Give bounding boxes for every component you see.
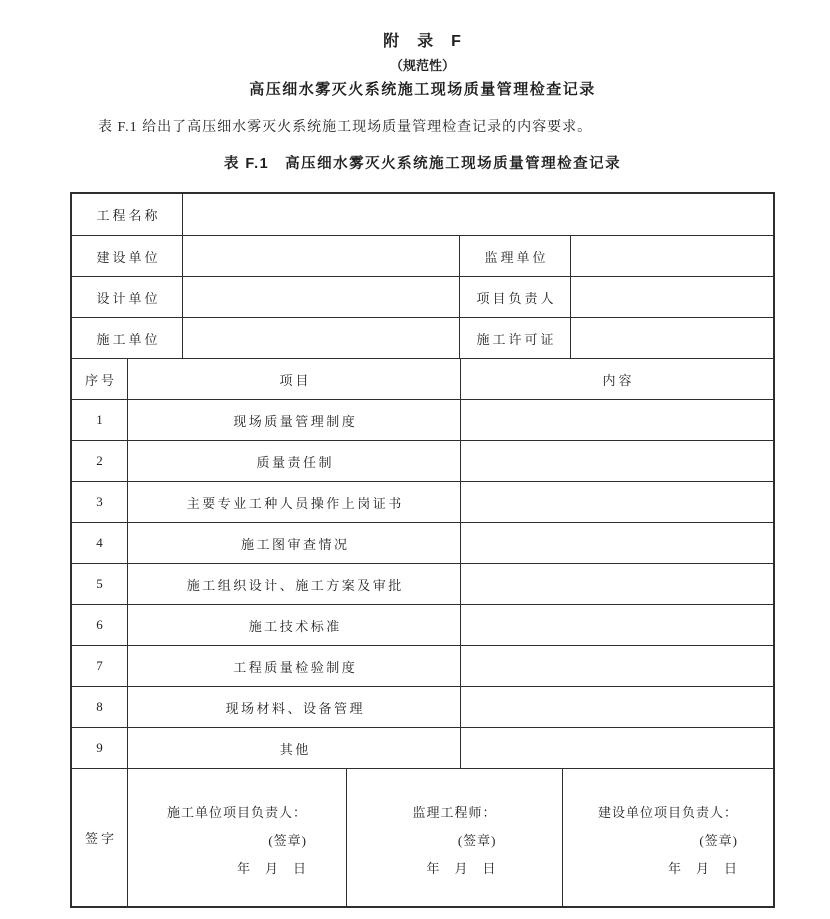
- info-label-2: 项目负责人: [459, 277, 570, 317]
- inspection-record-table: [70, 192, 775, 908]
- item-row-9: [72, 727, 773, 768]
- item-no: 3: [96, 494, 103, 509]
- item-no: 8: [96, 699, 103, 714]
- item-content: [460, 482, 773, 522]
- signature-line-seal: (签章): [268, 833, 307, 848]
- item-row-1: [72, 399, 773, 440]
- item-row-4: [72, 522, 773, 563]
- signature-line-seal: (签章): [699, 833, 738, 848]
- item-content: [460, 687, 773, 727]
- info-label-1: 设计单位: [96, 290, 161, 306]
- info-label-2: 施工许可证: [459, 318, 570, 358]
- item-no: 2: [96, 453, 103, 468]
- signature-line-title: 施工单位项目负责人：: [166, 805, 307, 820]
- item-row-6: [72, 604, 773, 645]
- info-label-1: 施工单位: [96, 331, 161, 347]
- item-name: 主要专业工种人员操作上岗证书: [127, 482, 460, 522]
- signature-cell-supervisor: [346, 769, 562, 906]
- item-row-2: [72, 440, 773, 481]
- signature-block: [598, 799, 738, 883]
- signature-cell-contractor: [127, 769, 346, 906]
- item-row-7: [72, 645, 773, 686]
- item-content: [460, 400, 773, 440]
- signature-row: [72, 768, 773, 906]
- item-name: 工程质量检验制度: [127, 646, 460, 686]
- table-caption: 表 F.1 高压细水雾灭火系统施工现场质量管理检查记录: [223, 156, 622, 172]
- document-page: [70, 33, 775, 908]
- info-value-2: [570, 236, 773, 276]
- intro-paragraph: 表 F.1 给出了高压细水雾灭火系统施工现场质量管理检查记录的内容要求。: [98, 120, 593, 135]
- signature-line-seal: (签章): [457, 833, 497, 848]
- info-value-1: [182, 277, 459, 317]
- item-row-5: [72, 563, 773, 604]
- col-header-item: 项目: [127, 359, 460, 399]
- item-name: 施工图审查情况: [127, 523, 460, 563]
- info-value-2: [570, 318, 773, 358]
- signature-line-title: 监理工程师：: [412, 805, 497, 820]
- info-value-2: [570, 277, 773, 317]
- signature-cell-owner: [562, 769, 773, 906]
- item-name: 质量责任制: [127, 441, 460, 481]
- doc-title: 高压细水雾灭火系统施工现场质量管理检查记录: [249, 81, 596, 98]
- info-label-2: 监理单位: [459, 236, 570, 276]
- item-name: 施工组织设计、施工方案及审批: [127, 564, 460, 604]
- project-name-label: 工程名称: [96, 208, 161, 223]
- item-row-8: [72, 686, 773, 727]
- item-content: [460, 728, 773, 768]
- item-no: 9: [96, 740, 103, 755]
- signature-label: 签字: [84, 831, 117, 846]
- item-no: 1: [96, 412, 103, 427]
- signature-line-date: 年 月 日: [236, 861, 307, 876]
- signature-block: [412, 799, 496, 883]
- signature-line-title: 建设单位项目负责人：: [597, 805, 738, 820]
- info-value-1: [182, 318, 459, 358]
- item-content: [460, 646, 773, 686]
- info-value-1: [182, 236, 459, 276]
- signature-block: [167, 799, 307, 883]
- item-row-3: [72, 481, 773, 522]
- appendix-heading: 附 录 F: [383, 33, 462, 50]
- item-no: 4: [96, 535, 103, 550]
- project-name-value: [182, 194, 773, 235]
- col-header-no: 序号: [84, 372, 117, 388]
- item-no: 6: [96, 617, 103, 632]
- project-name-row: [72, 194, 773, 235]
- item-content: [460, 564, 773, 604]
- item-name: 现场材料、设备管理: [127, 687, 460, 727]
- info-label-1: 建设单位: [96, 249, 161, 265]
- signature-line-date: 年 月 日: [667, 861, 738, 876]
- item-content: [460, 605, 773, 645]
- normative-label: （规范性）: [389, 58, 455, 73]
- item-no: 5: [96, 576, 103, 591]
- column-header-row: [72, 358, 773, 399]
- signature-line-date: 年 月 日: [426, 861, 497, 876]
- item-name: 施工技术标准: [127, 605, 460, 645]
- info-row-installer-unit: [72, 317, 773, 358]
- item-no: 7: [96, 658, 103, 673]
- info-row-design-unit: [72, 276, 773, 317]
- info-row-construction-unit: [72, 235, 773, 276]
- item-name: 其他: [127, 728, 460, 768]
- item-name: 现场质量管理制度: [127, 400, 460, 440]
- item-content: [460, 441, 773, 481]
- col-header-content: 内容: [460, 359, 773, 399]
- item-content: [460, 523, 773, 563]
